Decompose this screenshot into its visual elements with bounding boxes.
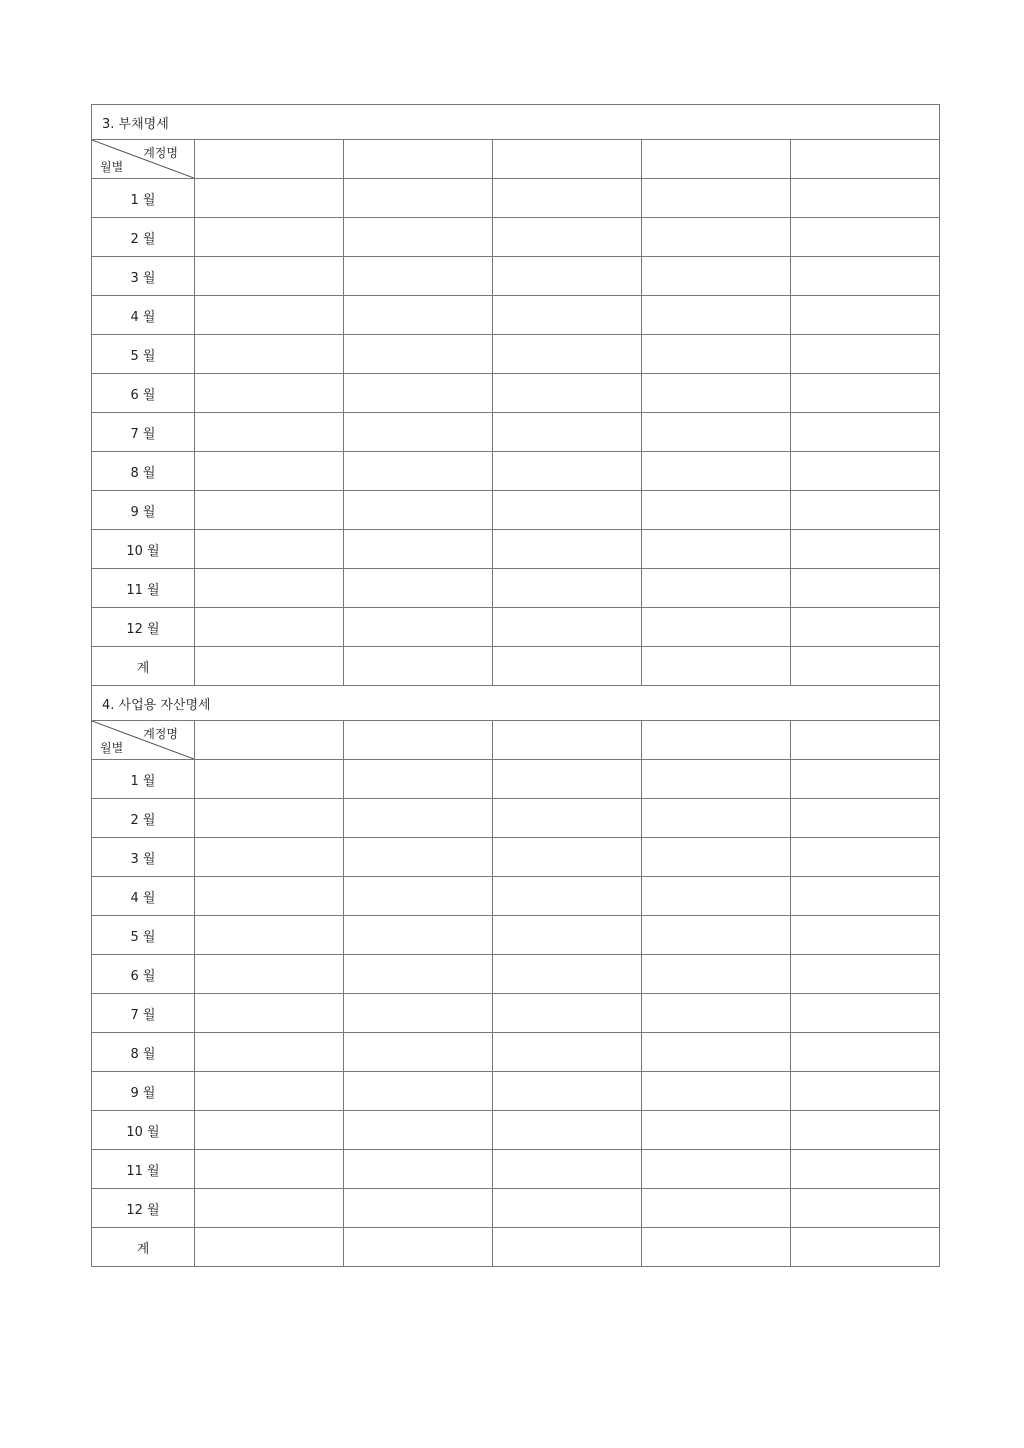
amount-input-cell[interactable] — [344, 955, 493, 994]
table-row — [92, 296, 940, 335]
amount-input-cell[interactable] — [195, 452, 344, 491]
amount-input-cell[interactable] — [642, 296, 791, 335]
amount-input-cell[interactable] — [195, 1189, 344, 1228]
amount-input-cell[interactable] — [642, 491, 791, 530]
month-cell: 1 월 — [92, 179, 195, 218]
table-row — [92, 491, 940, 530]
amount-input-cell[interactable] — [493, 877, 642, 916]
amount-input-cell[interactable] — [791, 955, 940, 994]
amount-input-cell[interactable] — [493, 608, 642, 647]
section-title-row — [92, 686, 940, 721]
month-cell: 12 월 — [92, 608, 195, 647]
month-cell: 4 월 — [92, 877, 195, 916]
amount-input-cell[interactable] — [791, 257, 940, 296]
amount-input-cell[interactable] — [642, 1150, 791, 1189]
account-name-input-cell[interactable] — [344, 140, 493, 179]
amount-input-cell[interactable] — [493, 994, 642, 1033]
month-cell: 1 월 — [92, 760, 195, 799]
table-row — [92, 994, 940, 1033]
amount-input-cell[interactable] — [493, 838, 642, 877]
amount-input-cell[interactable] — [195, 1111, 344, 1150]
account-name-input-cell[interactable] — [195, 140, 344, 179]
amount-input-cell[interactable] — [791, 413, 940, 452]
month-cell: 9 월 — [92, 491, 195, 530]
month-label: 월별 — [100, 160, 124, 174]
amount-input-cell[interactable] — [642, 838, 791, 877]
amount-input-cell[interactable] — [195, 569, 344, 608]
amount-input-cell[interactable] — [791, 491, 940, 530]
amount-input-cell[interactable] — [642, 916, 791, 955]
amount-input-cell[interactable] — [195, 530, 344, 569]
amount-input-cell[interactable] — [642, 1033, 791, 1072]
amount-input-cell[interactable] — [791, 1150, 940, 1189]
month-cell: 2 월 — [92, 218, 195, 257]
month-cell: 5 월 — [92, 335, 195, 374]
amount-input-cell[interactable] — [195, 413, 344, 452]
amount-input-cell[interactable] — [493, 647, 642, 686]
month-cell: 11 월 — [92, 1150, 195, 1189]
amount-input-cell[interactable] — [642, 413, 791, 452]
amount-input-cell[interactable] — [344, 799, 493, 838]
table-row — [92, 955, 940, 994]
amount-input-cell[interactable] — [344, 569, 493, 608]
table-row — [92, 374, 940, 413]
amount-input-cell[interactable] — [493, 257, 642, 296]
month-cell: 5 월 — [92, 916, 195, 955]
month-cell: 4 월 — [92, 296, 195, 335]
amount-input-cell[interactable] — [791, 877, 940, 916]
table-row — [92, 760, 940, 799]
amount-input-cell[interactable] — [642, 1111, 791, 1150]
amount-input-cell[interactable] — [344, 1111, 493, 1150]
month-cell: 3 월 — [92, 838, 195, 877]
amount-input-cell[interactable] — [493, 374, 642, 413]
amount-input-cell[interactable] — [195, 491, 344, 530]
amount-input-cell[interactable] — [493, 218, 642, 257]
section-title: 3. 부채명세 — [92, 105, 940, 140]
amount-input-cell[interactable] — [791, 838, 940, 877]
amount-input-cell[interactable] — [344, 1150, 493, 1189]
amount-input-cell[interactable] — [642, 179, 791, 218]
table-row — [92, 335, 940, 374]
amount-input-cell[interactable] — [344, 179, 493, 218]
amount-input-cell[interactable] — [195, 994, 344, 1033]
amount-input-cell[interactable] — [791, 569, 940, 608]
amount-input-cell[interactable] — [493, 760, 642, 799]
amount-input-cell[interactable] — [642, 530, 791, 569]
amount-input-cell[interactable] — [493, 1033, 642, 1072]
amount-input-cell[interactable] — [493, 1111, 642, 1150]
amount-input-cell[interactable] — [195, 257, 344, 296]
amount-input-cell[interactable] — [195, 955, 344, 994]
amount-input-cell[interactable] — [791, 530, 940, 569]
amount-input-cell[interactable] — [791, 608, 940, 647]
amount-input-cell[interactable] — [195, 296, 344, 335]
month-cell: 8 월 — [92, 1033, 195, 1072]
amount-input-cell[interactable] — [642, 955, 791, 994]
amount-input-cell[interactable] — [791, 1228, 940, 1267]
account-name-label: 계정명 — [143, 146, 178, 160]
amount-input-cell[interactable] — [195, 799, 344, 838]
table-row — [92, 218, 940, 257]
amount-input-cell[interactable] — [344, 1072, 493, 1111]
table-row — [92, 1189, 940, 1228]
table-row — [92, 569, 940, 608]
amount-input-cell[interactable] — [344, 296, 493, 335]
amount-input-cell[interactable] — [642, 877, 791, 916]
month-cell: 6 월 — [92, 374, 195, 413]
table-row — [92, 1150, 940, 1189]
amount-input-cell[interactable] — [344, 994, 493, 1033]
amount-input-cell[interactable] — [493, 955, 642, 994]
table-row — [92, 608, 940, 647]
section-title-row — [92, 105, 940, 140]
amount-input-cell[interactable] — [791, 218, 940, 257]
table-row — [92, 916, 940, 955]
amount-input-cell[interactable] — [493, 916, 642, 955]
amount-input-cell[interactable] — [493, 296, 642, 335]
amount-input-cell[interactable] — [344, 335, 493, 374]
amount-input-cell[interactable] — [493, 491, 642, 530]
table-row — [92, 877, 940, 916]
table-row — [92, 838, 940, 877]
amount-input-cell[interactable] — [493, 452, 642, 491]
amount-input-cell[interactable] — [195, 1033, 344, 1072]
table-row — [92, 257, 940, 296]
amount-input-cell[interactable] — [344, 1228, 493, 1267]
header-row — [92, 721, 940, 760]
table-row — [92, 1033, 940, 1072]
amount-input-cell[interactable] — [195, 838, 344, 877]
amount-input-cell[interactable] — [493, 1150, 642, 1189]
month-cell: 계 — [92, 647, 195, 686]
amount-input-cell[interactable] — [344, 838, 493, 877]
table-row — [92, 413, 940, 452]
month-cell: 10 월 — [92, 530, 195, 569]
month-cell: 7 월 — [92, 994, 195, 1033]
amount-input-cell[interactable] — [791, 760, 940, 799]
amount-input-cell[interactable] — [344, 452, 493, 491]
amount-input-cell[interactable] — [344, 530, 493, 569]
table-row — [92, 530, 940, 569]
table-row — [92, 179, 940, 218]
amount-input-cell[interactable] — [195, 608, 344, 647]
amount-input-cell[interactable] — [344, 877, 493, 916]
amount-input-cell[interactable] — [642, 799, 791, 838]
amount-input-cell[interactable] — [642, 608, 791, 647]
account-name-input-cell[interactable] — [344, 721, 493, 760]
month-cell: 3 월 — [92, 257, 195, 296]
amount-input-cell[interactable] — [642, 257, 791, 296]
month-cell: 계 — [92, 1228, 195, 1267]
amount-input-cell[interactable] — [642, 1072, 791, 1111]
amount-input-cell[interactable] — [344, 760, 493, 799]
amount-input-cell[interactable] — [195, 335, 344, 374]
diagonal-header-cell — [92, 721, 195, 760]
table-row — [92, 1228, 940, 1267]
amount-input-cell[interactable] — [344, 647, 493, 686]
amount-input-cell[interactable] — [493, 569, 642, 608]
amount-input-cell[interactable] — [642, 1189, 791, 1228]
amount-input-cell[interactable] — [791, 179, 940, 218]
amount-input-cell[interactable] — [791, 1033, 940, 1072]
amount-input-cell[interactable] — [791, 1111, 940, 1150]
amount-input-cell[interactable] — [344, 1189, 493, 1228]
amount-input-cell[interactable] — [791, 335, 940, 374]
amount-input-cell[interactable] — [642, 335, 791, 374]
month-cell: 9 월 — [92, 1072, 195, 1111]
amount-input-cell[interactable] — [195, 647, 344, 686]
amount-input-cell[interactable] — [642, 647, 791, 686]
amount-input-cell[interactable] — [344, 1033, 493, 1072]
amount-input-cell[interactable] — [791, 1189, 940, 1228]
account-name-input-cell[interactable] — [642, 140, 791, 179]
month-cell: 12 월 — [92, 1189, 195, 1228]
amount-input-cell[interactable] — [642, 994, 791, 1033]
month-cell: 11 월 — [92, 569, 195, 608]
table-row — [92, 452, 940, 491]
amount-input-cell[interactable] — [344, 374, 493, 413]
amount-input-cell[interactable] — [791, 374, 940, 413]
amount-input-cell[interactable] — [791, 916, 940, 955]
amount-input-cell[interactable] — [195, 1228, 344, 1267]
amount-input-cell[interactable] — [344, 608, 493, 647]
account-name-input-cell[interactable] — [493, 721, 642, 760]
amount-input-cell[interactable] — [791, 1072, 940, 1111]
account-name-input-cell[interactable] — [791, 140, 940, 179]
month-cell: 8 월 — [92, 452, 195, 491]
amount-input-cell[interactable] — [344, 218, 493, 257]
amount-input-cell[interactable] — [195, 179, 344, 218]
account-name-label: 계정명 — [143, 727, 178, 741]
account-name-input-cell[interactable] — [195, 721, 344, 760]
month-cell: 2 월 — [92, 799, 195, 838]
amount-input-cell[interactable] — [791, 647, 940, 686]
amount-input-cell[interactable] — [642, 1228, 791, 1267]
amount-input-cell[interactable] — [195, 916, 344, 955]
account-name-input-cell[interactable] — [791, 721, 940, 760]
month-cell: 10 월 — [92, 1111, 195, 1150]
amount-input-cell[interactable] — [195, 1072, 344, 1111]
amount-input-cell[interactable] — [791, 799, 940, 838]
amount-input-cell[interactable] — [493, 799, 642, 838]
table-row — [92, 1111, 940, 1150]
amount-input-cell[interactable] — [791, 452, 940, 491]
section-title: 4. 사업용 자산명세 — [92, 686, 940, 721]
amount-input-cell[interactable] — [195, 760, 344, 799]
amount-input-cell[interactable] — [195, 218, 344, 257]
amount-input-cell[interactable] — [344, 491, 493, 530]
amount-input-cell[interactable] — [344, 257, 493, 296]
account-name-input-cell[interactable] — [642, 721, 791, 760]
month-cell: 6 월 — [92, 955, 195, 994]
table-row — [92, 647, 940, 686]
amount-input-cell[interactable] — [642, 569, 791, 608]
header-row — [92, 140, 940, 179]
table-row — [92, 1072, 940, 1111]
amount-input-cell[interactable] — [493, 1072, 642, 1111]
month-cell: 7 월 — [92, 413, 195, 452]
amount-input-cell[interactable] — [791, 994, 940, 1033]
amount-input-cell[interactable] — [493, 179, 642, 218]
amount-input-cell[interactable] — [493, 1228, 642, 1267]
amount-input-cell[interactable] — [344, 413, 493, 452]
amount-input-cell[interactable] — [493, 335, 642, 374]
table-row — [92, 799, 940, 838]
month-label: 월별 — [100, 741, 124, 755]
amount-input-cell[interactable] — [195, 877, 344, 916]
diagonal-header-cell — [92, 140, 195, 179]
amount-input-cell[interactable] — [642, 452, 791, 491]
amount-input-cell[interactable] — [642, 374, 791, 413]
amount-input-cell[interactable] — [791, 296, 940, 335]
amount-input-cell[interactable] — [344, 916, 493, 955]
account-name-input-cell[interactable] — [493, 140, 642, 179]
amount-input-cell[interactable] — [642, 760, 791, 799]
amount-input-cell[interactable] — [493, 530, 642, 569]
amount-input-cell[interactable] — [642, 218, 791, 257]
amount-input-cell[interactable] — [493, 1189, 642, 1228]
ledger-form-table — [91, 104, 940, 1267]
amount-input-cell[interactable] — [493, 413, 642, 452]
amount-input-cell[interactable] — [195, 1150, 344, 1189]
amount-input-cell[interactable] — [195, 374, 344, 413]
